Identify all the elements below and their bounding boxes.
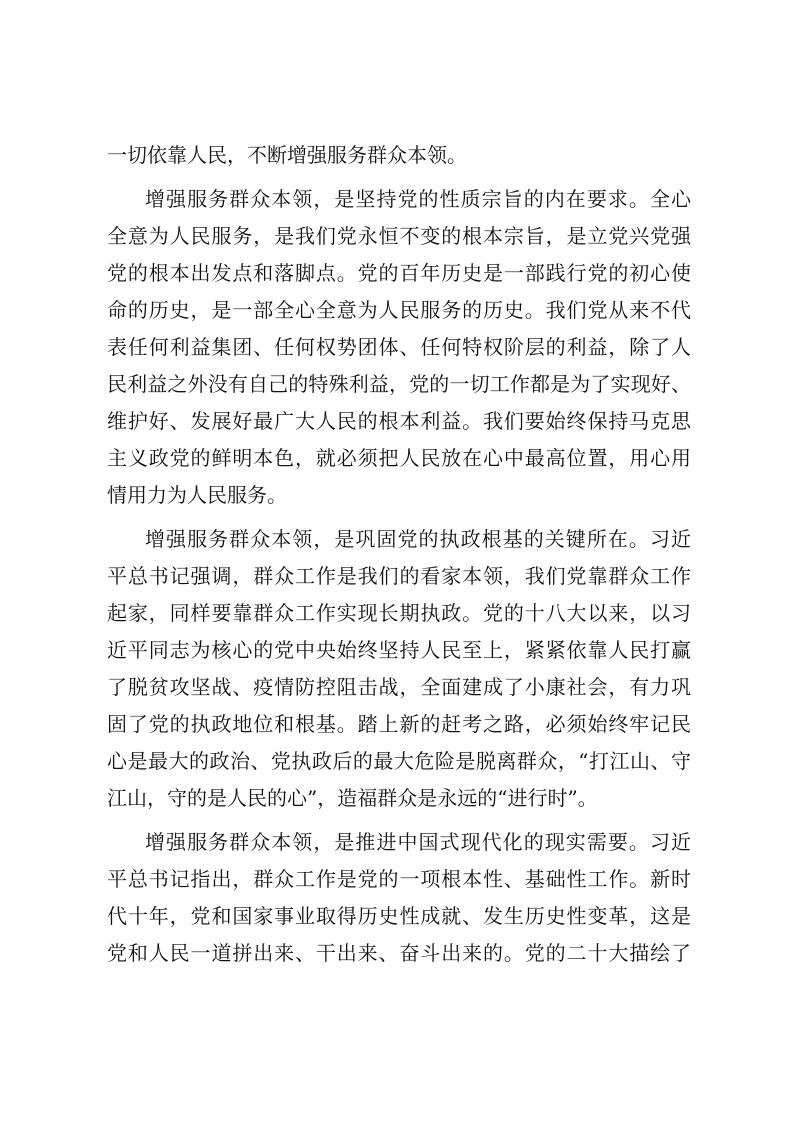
text-line: 党的根本出发点和落脚点。党的百年历史是一部践行党的初心使 (107, 261, 691, 285)
text-line: 平总书记指出，群众工作是党的一项根本性、基础性工作。新时 (107, 867, 691, 891)
text-line: 江山，守的是人民的心”，造福群众是永远的“进行时”。 (107, 786, 598, 810)
text-line: 起家，同样要靠群众工作实现长期执政。党的十八大以来，以习 (107, 601, 691, 625)
text-line: 党和人民一道拼出来、干出来、奋斗出来的。党的二十大描绘了 (107, 941, 691, 965)
text-line: 主义政党的鲜明本色，就必须把人民放在心中最高位置，用心用 (107, 446, 691, 470)
text-line: 心是最大的政治、党执政后的最大危险是脱离群众，“打江山、守 (107, 749, 691, 773)
text-line: 增强服务群众本领，是坚持党的性质宗旨的内在要求。全心 (145, 187, 691, 211)
text-line: 代十年，党和国家事业取得历史性成就、发生历史性变革，这是 (107, 904, 691, 928)
paragraph-4 (107, 824, 691, 972)
document-page (107, 137, 691, 979)
paragraph-3 (107, 521, 691, 817)
text-line: 固了党的执政地位和根基。踏上新的赶考之路，必须始终牢记民 (107, 712, 691, 736)
text-line: 命的历史，是一部全心全意为人民服务的历史。我们党从来不代 (107, 298, 691, 322)
text-line: 全意为人民服务，是我们党永恒不变的根本宗旨，是立党兴党强 (107, 224, 691, 248)
text-line: 民利益之外没有自己的特殊利益，党的一切工作都是为了实现好、 (107, 372, 691, 396)
text-line: 平总书记强调，群众工作是我们的看家本领，我们党靠群众工作 (107, 564, 691, 588)
text-line: 表任何利益集团、任何权势团体、任何特权阶层的利益，除了人 (107, 335, 691, 359)
text-line: 增强服务群众本领，是巩固党的执政根基的关键所在。习近 (145, 527, 691, 551)
text-line: 了脱贫攻坚战、疫情防控阻击战，全面建成了小康社会，有力巩 (107, 675, 691, 699)
paragraph-2 (107, 181, 691, 514)
text-line: 维护好、发展好最广大人民的根本利益。我们要始终保持马克思 (107, 409, 691, 433)
text-line: 近平同志为核心的党中央始终坚持人民至上，紧紧依靠人民打赢 (107, 638, 691, 662)
text-line: 增强服务群众本领，是推进中国式现代化的现实需要。习近 (145, 830, 691, 854)
text-line: 一切依靠人民，不断增强服务群众本领。 (107, 143, 467, 167)
paragraph-1 (107, 137, 691, 174)
text-line: 情用力为人民服务。 (107, 483, 287, 507)
